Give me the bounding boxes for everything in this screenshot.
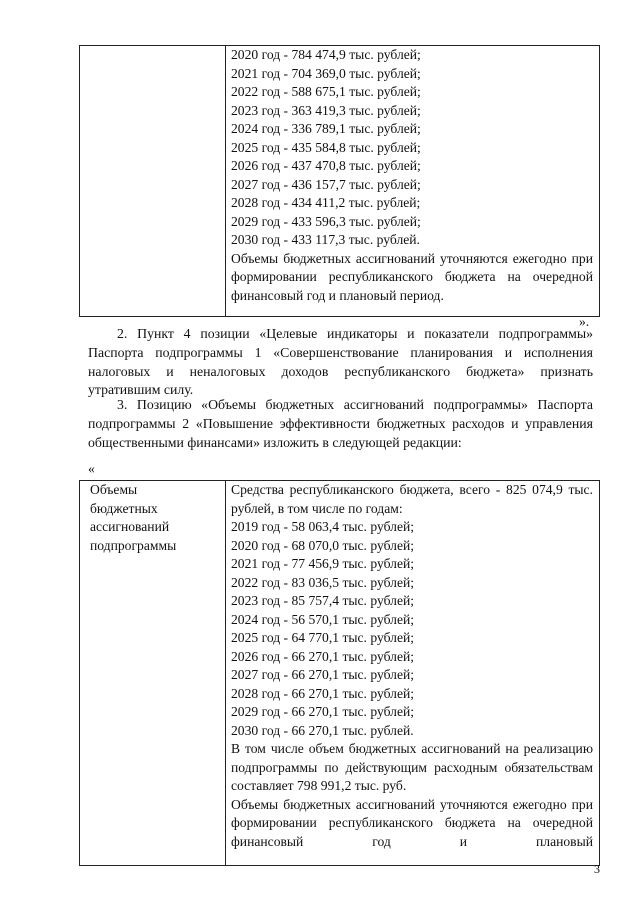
closing-quote: ». [579,314,590,329]
table2-year-line: 2019 год - 58 063,4 тыс. рублей; [231,519,415,534]
table1-year-line: 2026 год - 437 470,8 тыс. рублей; [231,158,421,173]
table1-value-cell [226,46,600,317]
table1-year-line: 2024 год - 336 789,1 тыс. рублей; [231,121,421,136]
table2-existing-obligations-note: В том числе объем бюджетных ассигнований на реализацию подпрограммы по действующим расходным обязательствам составляет 798 991,2 тыс. руб. [231,741,593,793]
table2-year-line: 2026 год - 66 270,1 тыс. рублей; [231,648,415,664]
table2-year-line: 2021 год - 77 456,9 тыс. рублей; [231,556,415,571]
table1-year-line: 2029 год - 433 596,3 тыс. рублей; [231,213,421,229]
table1-year-line: 2021 год - 704 369,0 тыс. рублей; [231,65,421,81]
table2-year-line: 2022 год - 83 036,5 тыс. рублей; [231,574,415,590]
table2-year-line: 2024 год - 56 570,1 тыс. рублей; [231,611,415,627]
budget-table-subprogram-2 [79,480,600,866]
paragraph-3: 3. Позицию «Объемы бюджетных ассигнований подпрограммы» Паспорта подпрограммы 2 «Повышение эффективности бюджетных расходов и управления общественными финансами» изложить в следующей редакции: [88,397,593,450]
table1-year-line: 2028 год - 434 411,2 тыс. рублей; [231,195,421,210]
table1-year-line: 2022 год - 588 675,1 тыс. рублей; [231,84,421,99]
table2-year-line: 2025 год - 64 770,1 тыс. рублей; [231,630,415,645]
table1-year-line: 2025 год - 435 584,8 тыс. рублей; [231,139,421,155]
table2-year-line: 2028 год - 66 270,1 тыс. рублей; [231,685,415,701]
table2-label-cell [80,481,226,866]
table1-year-line: 2027 год - 436 157,7 тыс. рублей; [231,176,421,192]
page-number: 3 [594,862,600,876]
table2-year-line: 2027 год - 66 270,1 тыс. рублей; [231,667,415,682]
table1-label-cell [80,46,226,317]
table2-year-line: 2020 год - 68 070,0 тыс. рублей; [231,537,415,553]
table2-note: Объемы бюджетных ассигнований уточняются ежегодно при формировании республиканского бюджета на очередной финансовый год и плановый [231,796,593,849]
table2-value-cell [226,481,600,866]
paragraph-2: 2. Пункт 4 позиции «Целевые индикаторы и показатели подпрограммы» Паспорта подпрограммы 1 «Совершенствование планирования и исполнения налоговых и неналоговых доходов республиканского бюджета» признать утратившим силу. [88,326,593,398]
table1-year-line: 2020 год - 784 474,9 тыс. рублей; [231,47,421,62]
opening-quote: « [88,461,95,476]
table1-note: Объемы бюджетных ассигнований уточняются ежегодно при формировании республиканского бюджета на очередной финансовый год и плановый период. [231,250,593,303]
budget-table-subprogram-1 [79,45,600,317]
table2-intro: Средства республиканского бюджета, всего - 825 074,9 тыс. рублей, в том числе по годам: [231,482,593,516]
table1-year-line: 2023 год - 363 419,3 тыс. рублей; [231,102,421,118]
table2-year-line: 2030 год - 66 270,1 тыс. рублей. [231,722,414,738]
table1-year-line: 2030 год - 433 117,3 тыс. рублей. [231,232,420,247]
table2-label: Объемы бюджетных ассигнований подпрограммы [90,482,177,553]
table2-year-line: 2029 год - 66 270,1 тыс. рублей; [231,704,415,719]
table2-year-line: 2023 год - 85 757,4 тыс. рублей; [231,593,415,608]
